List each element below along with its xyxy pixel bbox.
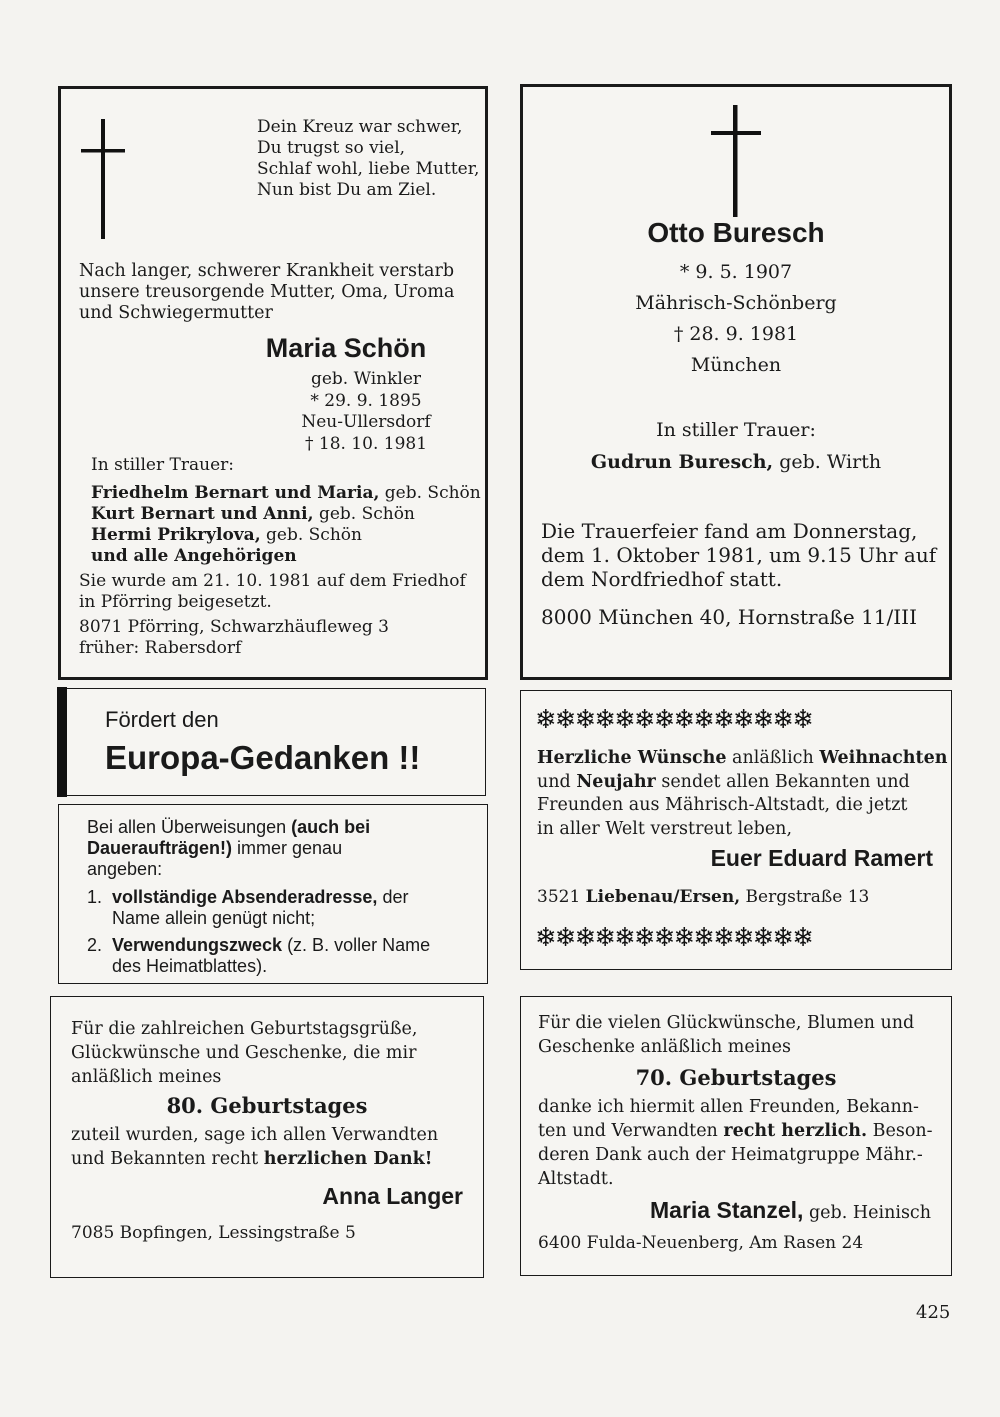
deceased-name: Maria Schön xyxy=(265,333,427,363)
europa-ad xyxy=(58,688,486,796)
address xyxy=(79,617,389,659)
thanks-text: zuteil wurden, sage ich allen Verwandten und Bekannten recht herzlichen Dank! xyxy=(71,1125,439,1169)
poem-line: Nun bist Du am Ziel. xyxy=(257,180,437,200)
signature: Anna Langer xyxy=(322,1183,463,1209)
death-announcement xyxy=(79,261,454,324)
mourner: Gudrun Buresch, geb. Wirth xyxy=(590,451,882,473)
snowflake-border-icon: ❄❄❄❄❄❄❄❄❄❄❄❄❄❄ xyxy=(535,705,812,735)
thanks-text: Für die zahlreichen Geburtstagsgrüße, Glückwünsche und Geschenke, die mir anläßlich meines xyxy=(71,1019,418,1087)
page-number: 425 xyxy=(916,1302,951,1323)
date-line: * 9. 5. 1907 xyxy=(679,261,793,283)
mourning-label: In stiller Trauer: xyxy=(656,419,816,441)
text-line: und Schwiegermutter xyxy=(79,303,273,323)
address: 7085 Bopfingen, Lessingstraße 5 xyxy=(71,1223,356,1243)
detail-line: † 18. 10. 1981 xyxy=(304,433,428,454)
address: 3521 Liebenau/Ersen, Bergstraße 13 xyxy=(537,887,870,907)
thanks-text: danke ich hiermit allen Freunden, Bekann- ten und Verwandten recht herzlich. Beson- deren Dank auch der Heimatgruppe Mähr.- Altstadt. xyxy=(538,1097,933,1189)
address-line: 8071 Pförring, Schwarzhäufleweg 3 xyxy=(79,617,389,637)
accent-bar xyxy=(57,687,67,797)
mourner: Friedhelm Bernart und Maria, geb. Schön xyxy=(91,483,481,503)
poem-line: Schlaf wohl, liebe Mutter, xyxy=(257,159,480,179)
mourners-list xyxy=(91,483,481,567)
mourner: Hermi Prikrylova, geb. Schön xyxy=(91,525,362,545)
thanks-maria-stanzel xyxy=(520,996,952,1276)
text-line: in Pförring beigesetzt. xyxy=(79,592,272,612)
transfer-instructions: Bei allen Überweisungen (auch bei Daueraufträgen!) immer genau angeben: 1. vollständige Absenderadresse, der Name allein genügt nicht; 2. Verwendungszweck (z. B. voller Name des Heimatblattes). xyxy=(58,804,488,984)
cross-icon xyxy=(707,105,767,217)
occasion-title: 70. Geburtstages xyxy=(635,1065,837,1090)
text-line: Die Trauerfeier fand am Donnerstag, xyxy=(541,519,918,543)
christmas-greeting xyxy=(520,690,952,970)
text-line: Sie wurde am 21. 10. 1981 auf dem Friedhof xyxy=(79,571,466,591)
mourner: und alle Angehörigen xyxy=(91,546,297,566)
poem-line: Du trugst so viel, xyxy=(257,138,406,158)
mourning-label: In stiller Trauer: xyxy=(91,455,234,475)
text-line: dem Nordfriedhof statt. xyxy=(541,567,783,591)
snowflake-border-icon: ❄❄❄❄❄❄❄❄❄❄❄❄❄❄ xyxy=(535,923,812,953)
deceased-dates xyxy=(523,257,949,381)
date-line: Mährisch-Schönberg xyxy=(635,292,837,314)
detail-line: * 29. 9. 1895 xyxy=(310,390,422,411)
date-line: München xyxy=(690,354,782,376)
signature: Euer Eduard Ramert xyxy=(710,845,933,871)
ad-headline: Europa-Gedanken !! xyxy=(105,739,421,776)
deceased-details xyxy=(251,369,481,455)
date-line: † 28. 9. 1981 xyxy=(673,323,799,345)
funeral-note xyxy=(541,519,936,591)
text-line: dem 1. Oktober 1981, um 9.15 Uhr auf xyxy=(541,543,937,567)
ad-line: Fördert den xyxy=(105,707,219,732)
mourner: Kurt Bernart und Anni, geb. Schön xyxy=(91,504,415,524)
signature: Maria Stanzel, geb. Heinisch xyxy=(650,1197,931,1223)
detail-line: Neu-Ullersdorf xyxy=(301,412,431,432)
occasion-title: 80. Geburtstages xyxy=(166,1093,368,1118)
burial-note xyxy=(79,571,466,613)
greeting-text: Herzliche Wünsche anläßlich Weihnachten und Neujahr sendet allen Bekannten und Freunden aus Mährisch-Altstadt, die jetzt in aller Welt verstreut leben, xyxy=(537,748,948,839)
text-line: unsere treusorgende Mutter, Oma, Uroma xyxy=(79,282,455,302)
address: 6400 Fulda-Neuenberg, Am Rasen 24 xyxy=(538,1233,864,1253)
deceased-name: Otto Buresch xyxy=(647,217,825,248)
obituary-otto-buresch xyxy=(520,84,952,680)
address: 8000 München 40, Hornstraße 11/III xyxy=(541,605,917,629)
detail-line: geb. Winkler xyxy=(310,369,422,389)
thanks-text: Für die vielen Glückwünsche, Blumen und Geschenke anläßlich meines xyxy=(538,1013,915,1057)
instructions-intro: Bei allen Überweisungen (auch bei Daueraufträgen!) immer genau angeben: xyxy=(87,817,371,879)
address-line: früher: Rabersdorf xyxy=(79,638,242,658)
cross-icon xyxy=(81,119,131,239)
thanks-anna-langer xyxy=(50,996,484,1278)
poem-line: Dein Kreuz war schwer, xyxy=(257,117,463,137)
poem xyxy=(257,117,479,201)
obituary-maria-schoen xyxy=(58,86,488,680)
text-line: Nach langer, schwerer Krankheit verstarb xyxy=(79,261,455,281)
